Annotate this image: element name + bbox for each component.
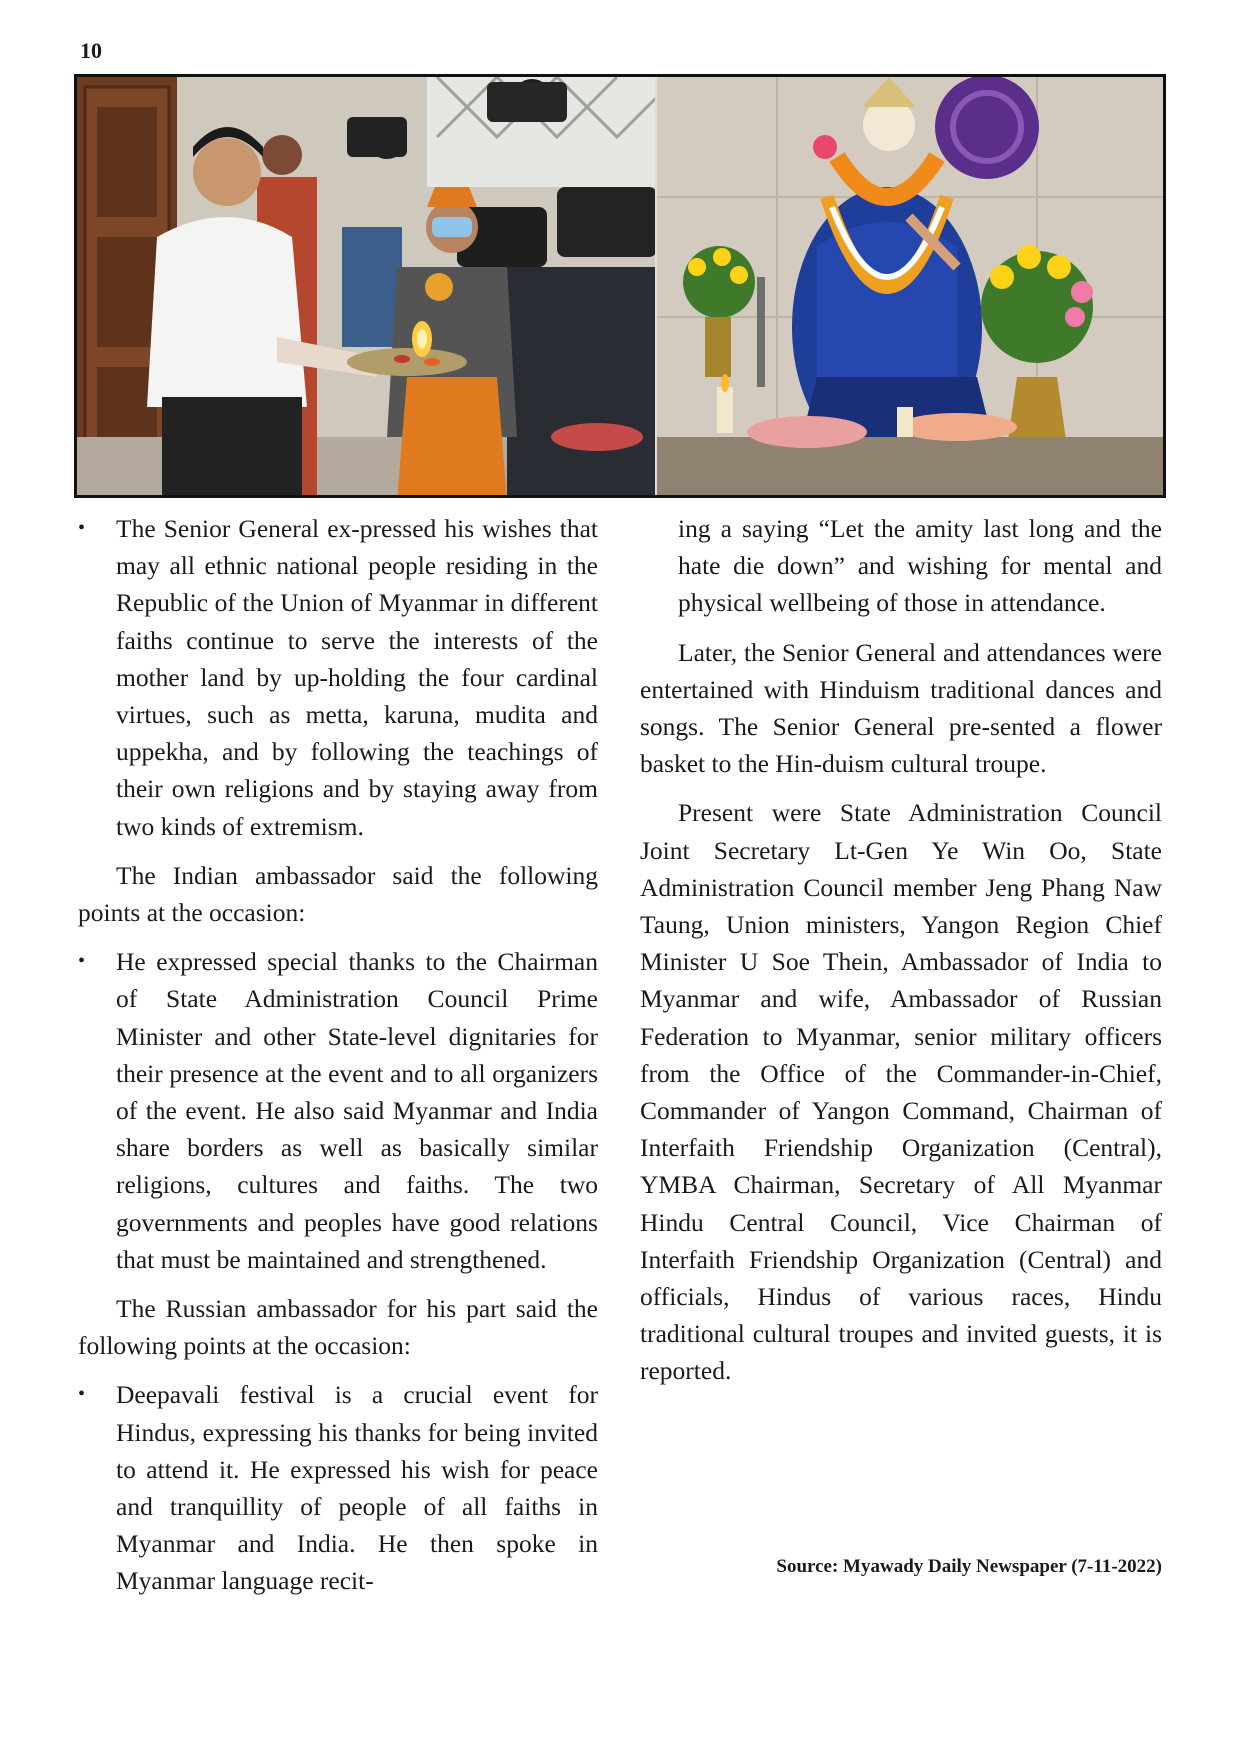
left-column [78,510,598,1612]
photo-banner [74,74,1166,498]
paragraph-attendees: Present were State Administration Council Joint Secretary Lt-Gen Ye Win Oo, State Administration Council member Jeng Phang Naw Taung, Union ministers, Yangon Region Chief Minister U Soe Thein, Ambassador of India to Myanmar and wife, Ambassador of Russian Federation to Myanmar, senior military officers from the Office of the Commander-in-Chief, Commander of Yangon Command, Chairman of Interfaith Friendship Organization (Central), YMBA Chairman, Secretary of All Myanmar Hindu Central Council, Vice Chairman of Interfaith Friendship Organization (Central) and officials, Hindus of various races, Hindu traditional cultural troupes and invited guests, it is reported. [640,798,1162,1386]
paragraph-indian-ambassador-intro: The Indian ambassador said the following points at the occasion: [78,860,598,928]
paragraph-entertainment: Later, the Senior General and attendances were entertained with Hinduism traditional dances and songs. The Senior General pre-sented a flower basket to the Hin-duism cultural troupe. [640,637,1162,779]
paragraph-russian-ambassador-intro: The Russian ambassador for his part said the following points at the occasion: [78,1294,598,1361]
ceremony-photo-illustration [77,77,657,495]
shrine-photo [657,77,1163,495]
shrine-photo-illustration [657,77,1163,495]
bullet-senior-general-wishes: • The Senior General ex-pressed his wishes that may all ethnic national people residing in the Republic of the Union of Myanmar in different faiths continue to serve the interests of the mother land by up-holding the four cardinal virtues, such as metta, karuna, mudita and uppekha, and by following the teachings of their own religions and by staying away from two kinds of extremism. [78,510,598,845]
bullet-continuation: ing a saying “Let the amity last long and the hate die down” and wishing for mental and physical wellbeing of those in attendance. [678,514,1162,618]
right-column [640,510,1162,1402]
ceremony-photo [77,77,657,495]
page-number: 10 [80,38,102,63]
bullet-indian-ambassador-thanks: • He expressed special thanks to the Chairman of State Administration Council Prime Minister and other State-level dignitaries for their presence at the event and to all organizers of the event. He also said Myanmar and India share borders as well as basically similar religions, cultures and faiths. The two governments and peoples have good relations that must be maintained and strengthened. [78,943,598,1278]
bullet-russian-ambassador-deepavali: • Deepavali festival is a crucial event for Hindus, expressing his thanks for being invited to attend it. He expressed his wish for peace and tranquillity of people of all faiths in Myanmar and India. He then spoke in Myanmar language recit- [78,1376,598,1599]
source-credit: Source: Myawady Daily Newspaper (7-11-2022) [776,1556,1162,1577]
